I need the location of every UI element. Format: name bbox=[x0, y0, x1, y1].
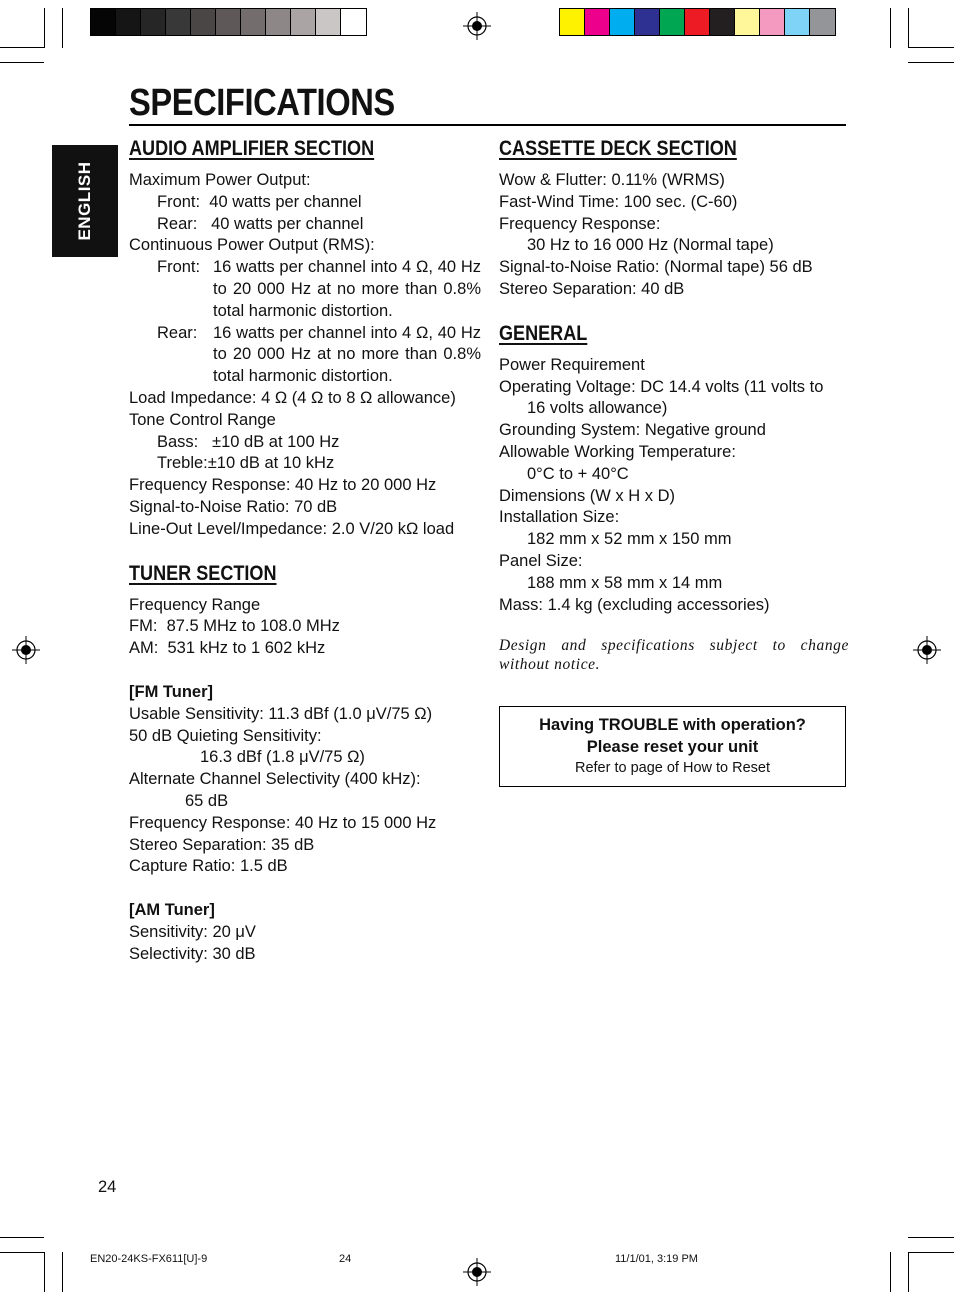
color-swatch bbox=[735, 9, 760, 35]
spec-line bbox=[129, 192, 481, 214]
color-swatch bbox=[191, 9, 216, 35]
spec-line: Tone Control Range bbox=[129, 410, 276, 429]
crop-mark-tl-v bbox=[44, 8, 45, 48]
spec-label: Rear: bbox=[157, 214, 198, 233]
crop-mark-br-h2 bbox=[908, 1252, 954, 1253]
spec-line: Frequency Response: bbox=[499, 214, 661, 233]
spec-hanging-item bbox=[129, 323, 481, 388]
spec-line: AM: 531 kHz to 1 602 kHz bbox=[129, 639, 326, 658]
spec-line: Grounding System: Negative ground bbox=[499, 421, 766, 440]
color-swatch bbox=[685, 9, 710, 35]
spec-value: 40 watts per channel bbox=[211, 214, 364, 233]
color-swatch bbox=[560, 9, 585, 35]
registration-mark-icon bbox=[463, 12, 491, 40]
color-swatch bbox=[266, 9, 291, 35]
spec-line: Alternate Channel Selectivity (400 kHz): bbox=[129, 770, 421, 789]
spec-line: 188 mm x 58 mm x 14 mm bbox=[527, 573, 723, 592]
spec-line: FM: 87.5 MHz to 108.0 MHz bbox=[129, 617, 340, 636]
subheading-am-tuner: [AM Tuner] bbox=[129, 901, 215, 920]
spec-line: Mass: 1.4 kg (excluding accessories) bbox=[499, 595, 770, 614]
spec-line: Stereo Separation: 40 dB bbox=[499, 279, 685, 298]
spec-line: Stereo Separation: 35 dB bbox=[129, 835, 315, 854]
spec-line: 182 mm x 52 mm x 150 mm bbox=[527, 530, 732, 549]
color-swatch bbox=[116, 9, 141, 35]
spec-line: Selectivity: 30 dB bbox=[129, 944, 256, 963]
color-swatch bbox=[760, 9, 785, 35]
spec-line: Dimensions (W x H x D) bbox=[499, 486, 676, 505]
spec-line: Signal-to-Noise Ratio: (Normal tape) 56 dB bbox=[499, 258, 813, 277]
spec-line: Load Impedance: 4 Ω (4 Ω to 8 Ω allowance) bbox=[129, 388, 456, 407]
right-column bbox=[499, 136, 849, 674]
spec-line: Capture Ratio: 1.5 dB bbox=[129, 857, 288, 876]
title-rule bbox=[129, 124, 846, 126]
color-swatch bbox=[291, 9, 316, 35]
spec-line: Wow & Flutter: 0.11% (WRMS) bbox=[499, 171, 725, 189]
spec-line: Fast-Wind Time: 100 sec. (C-60) bbox=[499, 192, 738, 211]
color-swatch bbox=[585, 9, 610, 35]
color-swatch bbox=[141, 9, 166, 35]
spec-line: Frequency Response: 40 Hz to 20 000 Hz bbox=[129, 476, 437, 495]
trouble-subheading: Please reset your unit bbox=[586, 738, 759, 756]
crop-mark-tr-v2 bbox=[890, 8, 891, 48]
spec-line: Panel Size: bbox=[499, 551, 583, 570]
registration-mark-icon bbox=[463, 1258, 491, 1286]
section-heading-tuner: TUNER SECTION bbox=[129, 561, 277, 585]
crop-mark-tl-v2 bbox=[62, 8, 63, 48]
spec-value: 16 watts per channel into 4 Ω, 40 Hz to 20 000 Hz at no more than 0.8% total harmonic distortion. bbox=[213, 258, 481, 320]
left-column bbox=[129, 136, 481, 966]
spec-value: 40 watts per channel bbox=[209, 192, 362, 211]
spec-line: Sensitivity: 20 μV bbox=[129, 922, 256, 941]
crop-mark-tr-h bbox=[908, 47, 954, 48]
spec-line: 0°C to + 40°C bbox=[527, 464, 629, 483]
spec-line: Maximum Power Output: bbox=[129, 171, 311, 189]
page-title: SPECIFICATIONS bbox=[129, 82, 395, 124]
crop-mark-bl-v bbox=[44, 1252, 45, 1292]
spec-line: Usable Sensitivity: 11.3 dBf (1.0 μV/75 Ω) bbox=[129, 704, 433, 723]
spec-line: Power Requirement bbox=[499, 355, 645, 374]
spec-line: 65 dB bbox=[185, 791, 229, 810]
color-swatch-bar bbox=[559, 8, 836, 36]
spec-label: Rear: bbox=[157, 323, 198, 342]
crop-mark-br-v2 bbox=[890, 1252, 891, 1292]
color-swatch bbox=[316, 9, 341, 35]
color-swatch bbox=[341, 9, 366, 35]
language-tab-label: ENGLISH bbox=[75, 161, 94, 241]
spec-line: 50 dB Quieting Sensitivity: bbox=[129, 726, 322, 745]
crop-mark-bl-h2 bbox=[0, 1252, 44, 1253]
spec-hanging-item bbox=[129, 257, 481, 322]
crop-mark-bl-h bbox=[0, 1237, 44, 1238]
crop-mark-br-h bbox=[908, 1237, 954, 1238]
color-swatch bbox=[710, 9, 735, 35]
crop-mark-tr-h2 bbox=[908, 62, 954, 63]
spec-line: Line-Out Level/Impedance: 2.0 V/20 kΩ load bbox=[129, 519, 455, 538]
section-heading-cassette: CASSETTE DECK SECTION bbox=[499, 137, 737, 160]
subheading-fm-tuner: [FM Tuner] bbox=[129, 682, 214, 701]
spec-line: 30 Hz to 16 000 Hz (Normal tape) bbox=[527, 236, 774, 255]
color-swatch bbox=[241, 9, 266, 35]
trouble-box bbox=[499, 706, 846, 787]
page-number: 24 bbox=[98, 1178, 117, 1196]
crop-mark-tr-v bbox=[908, 8, 909, 48]
color-swatch bbox=[635, 9, 660, 35]
spec-label: Front: bbox=[157, 192, 201, 211]
spec-line: Continuous Power Output (RMS): bbox=[129, 236, 375, 255]
color-swatch bbox=[785, 9, 810, 35]
color-swatch bbox=[91, 9, 116, 35]
crop-mark-tl-h bbox=[0, 47, 44, 48]
spec-line: Frequency Range bbox=[129, 595, 261, 614]
color-swatch bbox=[166, 9, 191, 35]
crop-mark-bl-v2 bbox=[62, 1252, 63, 1292]
color-swatch bbox=[660, 9, 685, 35]
registration-mark-icon bbox=[12, 636, 40, 664]
footer-timestamp: 11/1/01, 3:19 PM bbox=[615, 1253, 698, 1265]
spacer bbox=[129, 878, 481, 900]
color-swatch bbox=[610, 9, 635, 35]
spec-line bbox=[129, 214, 481, 236]
spec-label: Front: bbox=[157, 258, 201, 277]
language-tab bbox=[52, 145, 118, 257]
spec-value: 16 watts per channel into 4 Ω, 40 Hz to 20 000 Hz at no more than 0.8% total harmonic distortion. bbox=[213, 323, 481, 386]
color-swatch bbox=[216, 9, 241, 35]
spec-line: Operating Voltage: DC 14.4 volts (11 volts to bbox=[499, 377, 824, 396]
spec-line: Frequency Response: 40 Hz to 15 000 Hz bbox=[129, 813, 437, 832]
grayscale-swatch-bar bbox=[90, 8, 367, 36]
spec-line: Bass: ±10 dB at 100 Hz bbox=[157, 432, 340, 451]
spec-line: 16 volts allowance) bbox=[527, 399, 668, 418]
section-heading-general: GENERAL bbox=[499, 321, 588, 345]
trouble-reference: Refer to page of How to Reset bbox=[574, 760, 771, 776]
spacer bbox=[129, 660, 481, 682]
spec-line: Signal-to-Noise Ratio: 70 dB bbox=[129, 497, 338, 516]
section-heading-audio: AUDIO AMPLIFIER SECTION bbox=[129, 137, 375, 160]
color-swatch bbox=[810, 9, 835, 35]
crop-mark-tl-h2 bbox=[0, 62, 44, 63]
spec-line: Installation Size: bbox=[499, 508, 620, 527]
spec-line: Treble:±10 dB at 10 kHz bbox=[157, 454, 335, 473]
spec-line: 16.3 dBf (1.8 μV/75 Ω) bbox=[200, 748, 365, 767]
disclaimer-note: Design and specifications subject to change without notice. bbox=[499, 637, 849, 674]
footer-page: 24 bbox=[339, 1253, 352, 1265]
footer-file-name: EN20-24KS-FX611[U]-9 bbox=[90, 1253, 208, 1265]
registration-mark-icon bbox=[913, 636, 941, 664]
crop-mark-br-v bbox=[908, 1252, 909, 1292]
trouble-heading: Having TROUBLE with operation? bbox=[539, 716, 806, 734]
spec-line: Allowable Working Temperature: bbox=[499, 442, 736, 461]
